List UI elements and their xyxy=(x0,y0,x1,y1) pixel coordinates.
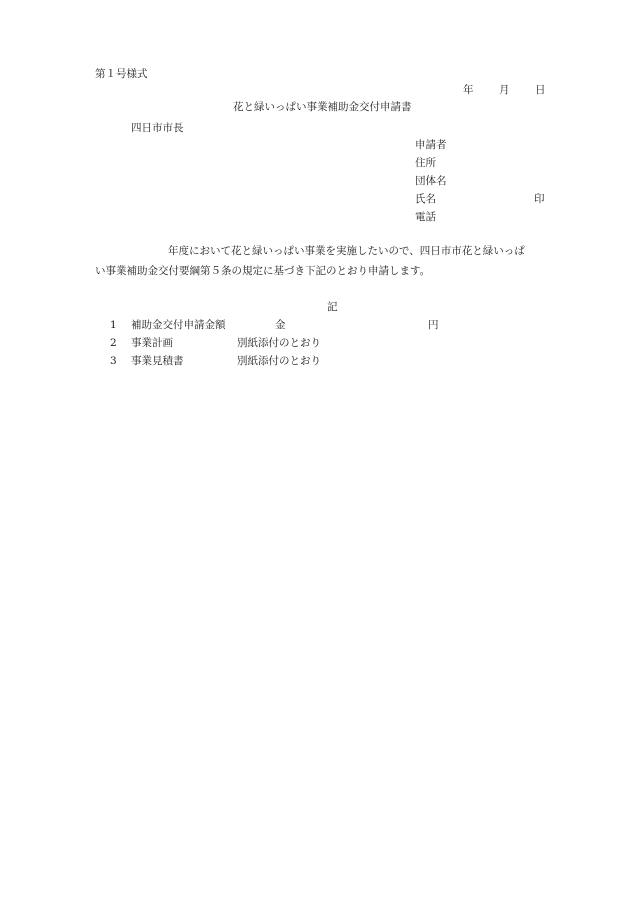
item-label: 事業計画 xyxy=(131,337,173,349)
body-line-2: い事業補助金交付要綱第５条の規定に基づき下記のとおり申請します。 xyxy=(95,265,431,277)
name-label: 氏名 xyxy=(415,193,436,205)
seal-mark: 印 xyxy=(534,193,545,205)
phone-label: 電話 xyxy=(415,211,436,223)
item-value: 金 xyxy=(275,319,286,331)
address-label: 住所 xyxy=(415,157,436,169)
item-number: 2 xyxy=(110,337,117,349)
document-title: 花と緑いっぱい事業補助金交付申請書 xyxy=(233,101,412,113)
body-line-1: 年度において花と緑いっぱい事業を実施したいので、四日市市花と緑いっぱ xyxy=(168,245,525,257)
item-suffix: 円 xyxy=(428,319,439,331)
item-value: 別紙添付のとおり xyxy=(237,355,321,367)
item-label: 事業見積書 xyxy=(131,355,184,367)
date-month: 月 xyxy=(499,84,510,96)
addressee: 四日市市長 xyxy=(131,122,184,134)
item-number: 1 xyxy=(110,319,117,331)
item-number: 3 xyxy=(110,355,117,367)
date-year: 年 xyxy=(463,84,474,96)
item-value: 別紙添付のとおり xyxy=(237,337,321,349)
organization-label: 団体名 xyxy=(415,175,447,187)
date-day: 日 xyxy=(535,84,546,96)
ki-heading: 記 xyxy=(327,301,338,313)
applicant-heading: 申請者 xyxy=(415,139,447,151)
item-label: 補助金交付申請金額 xyxy=(131,319,226,331)
form-number: 第１号様式 xyxy=(95,68,148,80)
